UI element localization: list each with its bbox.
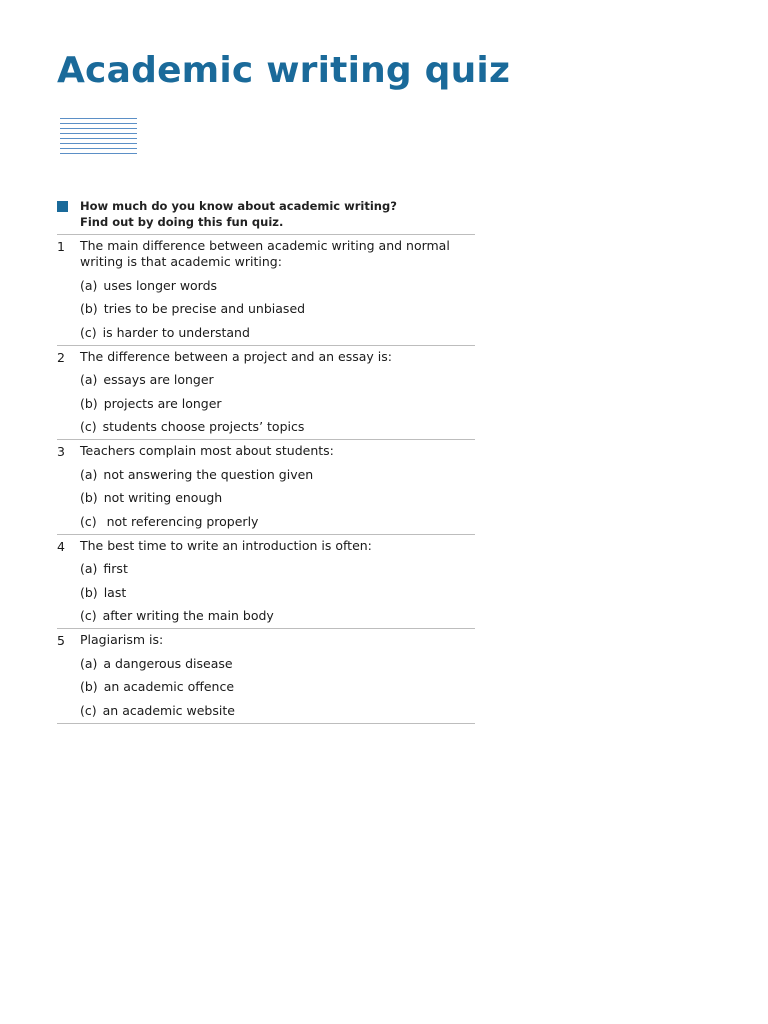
option-letter: (b)	[80, 584, 98, 600]
quiz-question-3	[57, 440, 475, 535]
quiz-question-5	[57, 629, 475, 724]
answer-option	[80, 467, 475, 483]
option-letter: (c)	[80, 324, 97, 340]
page-title: Academic writing quiz	[57, 50, 511, 91]
quiz-question-1	[57, 235, 475, 346]
option-letter: (b)	[80, 395, 98, 411]
option-text: students choose projects’ topics	[102, 419, 305, 434]
option-text: tries to be precise and unbiased	[103, 301, 306, 316]
answer-option	[80, 325, 475, 341]
option-text: an academic website	[102, 702, 235, 718]
option-letter: (b)	[80, 490, 98, 505]
option-letter: (b)	[80, 679, 98, 694]
option-text: not referencing properly	[102, 513, 259, 529]
option-text: an academic offence	[103, 679, 235, 694]
question-number: 5	[57, 633, 65, 648]
square-bullet-icon	[57, 201, 68, 212]
answer-options	[57, 278, 475, 341]
option-letter: (a)	[80, 372, 98, 387]
option-letter: (a)	[80, 655, 98, 671]
quiz-list	[57, 234, 475, 724]
answer-option	[80, 419, 475, 435]
answer-options	[57, 656, 475, 719]
question-text: The best time to write an introduction is often:	[80, 537, 372, 553]
answer-option	[80, 372, 475, 388]
option-text: first	[103, 561, 128, 576]
answer-options	[57, 561, 475, 624]
option-letter: (c)	[80, 419, 97, 434]
option-text: last	[103, 584, 127, 600]
option-text: a dangerous disease	[103, 655, 233, 671]
option-letter: (c)	[80, 608, 97, 623]
answer-option	[80, 679, 475, 695]
option-text: essays are longer	[103, 372, 214, 387]
question-text: Plagiarism is:	[80, 632, 164, 647]
question-number: 2	[57, 349, 65, 365]
decorative-stripes	[60, 118, 137, 158]
answer-option	[80, 656, 475, 672]
question-number: 4	[57, 538, 65, 554]
answer-option	[80, 585, 475, 601]
option-letter: (a)	[80, 277, 98, 293]
option-text: after writing the main body	[102, 608, 274, 623]
question-number: 3	[57, 444, 65, 459]
option-letter: (a)	[80, 466, 98, 482]
answer-option	[80, 608, 475, 624]
quiz-question-4	[57, 535, 475, 630]
option-letter: (c)	[80, 702, 97, 718]
option-text: is harder to understand	[102, 324, 250, 340]
option-text: not answering the question given	[103, 466, 314, 482]
answer-options	[57, 467, 475, 530]
answer-option	[80, 396, 475, 412]
question-text: The main difference between academic writing and normal writing is that academic writing:	[80, 238, 450, 269]
question-number: 1	[57, 239, 65, 254]
answer-options	[57, 372, 475, 435]
intro-line-2: Find out by doing this fun quiz.	[80, 215, 284, 229]
quiz-question-2	[57, 346, 475, 441]
answer-option	[80, 278, 475, 294]
question-text: Teachers complain most about students:	[80, 443, 334, 458]
question-text: The difference between a project and an essay is:	[80, 348, 392, 364]
option-letter: (c)	[80, 513, 97, 529]
intro-line-1: How much do you know about academic writing?	[80, 199, 397, 213]
option-text: projects are longer	[103, 395, 222, 411]
option-text: not writing enough	[103, 490, 223, 505]
option-letter: (a)	[80, 561, 98, 576]
option-letter: (b)	[80, 301, 98, 316]
answer-option	[80, 514, 475, 530]
answer-option	[80, 561, 475, 577]
option-text: uses longer words	[103, 277, 218, 293]
quiz-intro	[57, 198, 477, 230]
answer-option	[80, 490, 475, 506]
answer-option	[80, 301, 475, 317]
answer-option	[80, 703, 475, 719]
